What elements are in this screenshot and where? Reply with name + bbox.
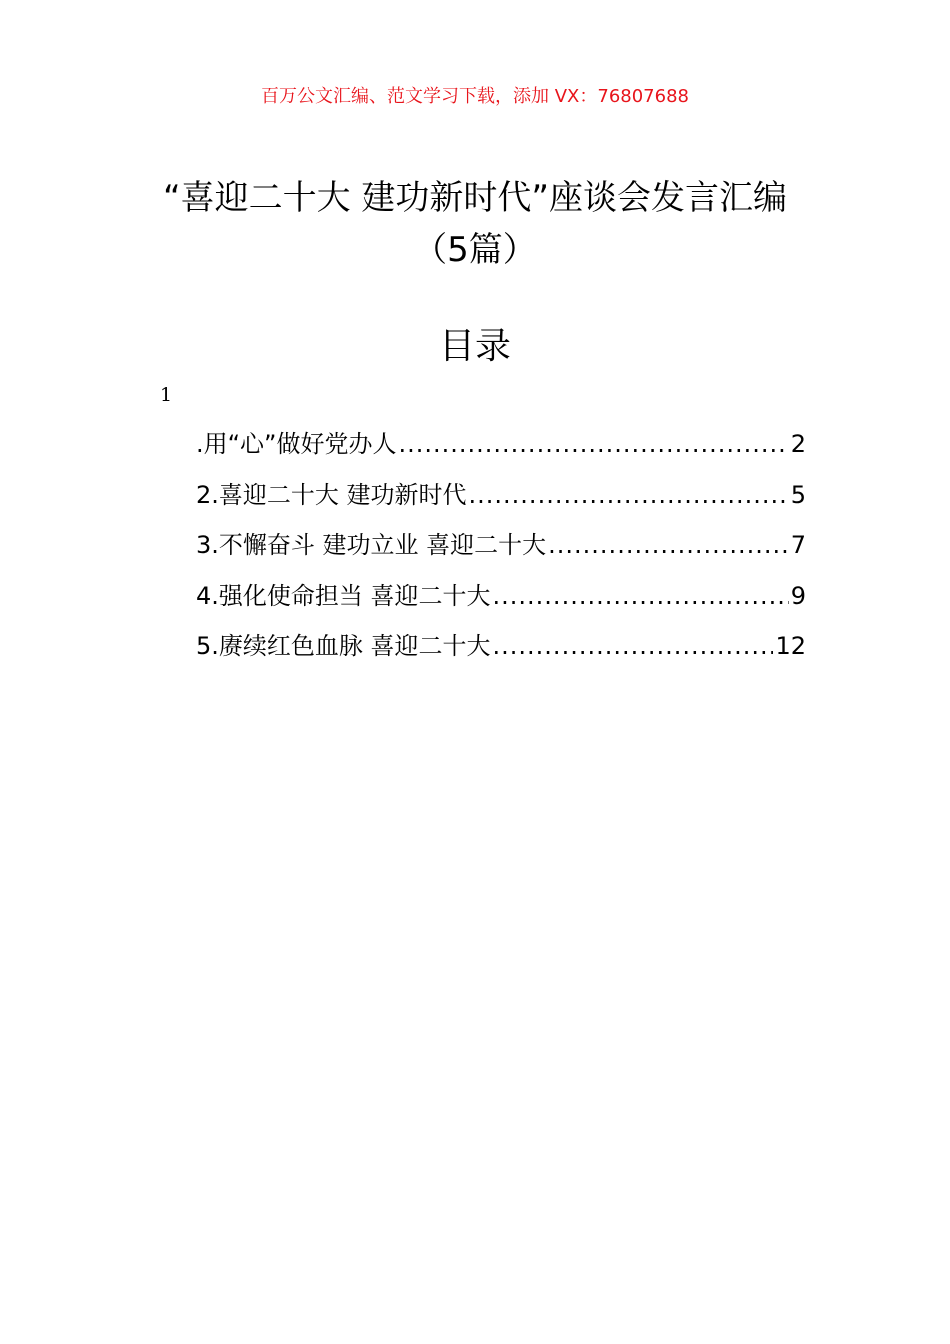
- toc-dot-leader: [548, 525, 789, 565]
- toc-entry-page: 5: [790, 480, 806, 509]
- toc-entry[interactable]: [196, 525, 806, 576]
- toc-entry[interactable]: [196, 475, 806, 526]
- toc-entry[interactable]: [196, 424, 806, 475]
- toc-stray-number: 1: [160, 384, 173, 406]
- toc-entry-title: 3.不懈奋斗 建功立业 喜迎二十大: [196, 531, 547, 559]
- toc-dot-leader: [399, 424, 789, 464]
- header-watermark-note: 百万公文汇编、范文学习下载，添加 VX：76807688: [261, 86, 689, 107]
- toc-entry-title: 5.赓续红色血脉 喜迎二十大: [196, 632, 491, 660]
- toc-entry[interactable]: [196, 626, 806, 677]
- table-of-contents: [196, 424, 806, 677]
- document-title-line-2: （5篇）: [413, 230, 537, 270]
- toc-entry-page: 7: [790, 531, 806, 559]
- toc-entry-title: 4.强化使命担当 喜迎二十大: [196, 581, 491, 610]
- toc-entry-page: 2: [790, 430, 806, 458]
- toc-dot-leader: [493, 576, 789, 616]
- toc-entry[interactable]: [196, 576, 806, 627]
- toc-entry-title: .用“心”做好党办人: [196, 430, 397, 458]
- toc-dot-leader: [493, 626, 774, 666]
- document-title-line-1: “喜迎二十大 建功新时代”座谈会发言汇编: [162, 178, 788, 218]
- document-title: [120, 172, 830, 276]
- toc-dot-leader: [469, 475, 789, 515]
- toc-entry-title: 2.喜迎二十大 建功新时代: [196, 480, 467, 509]
- toc-entry-page: 12: [775, 632, 806, 660]
- toc-heading: 目录: [438, 326, 511, 367]
- toc-entry-page: 9: [790, 581, 806, 610]
